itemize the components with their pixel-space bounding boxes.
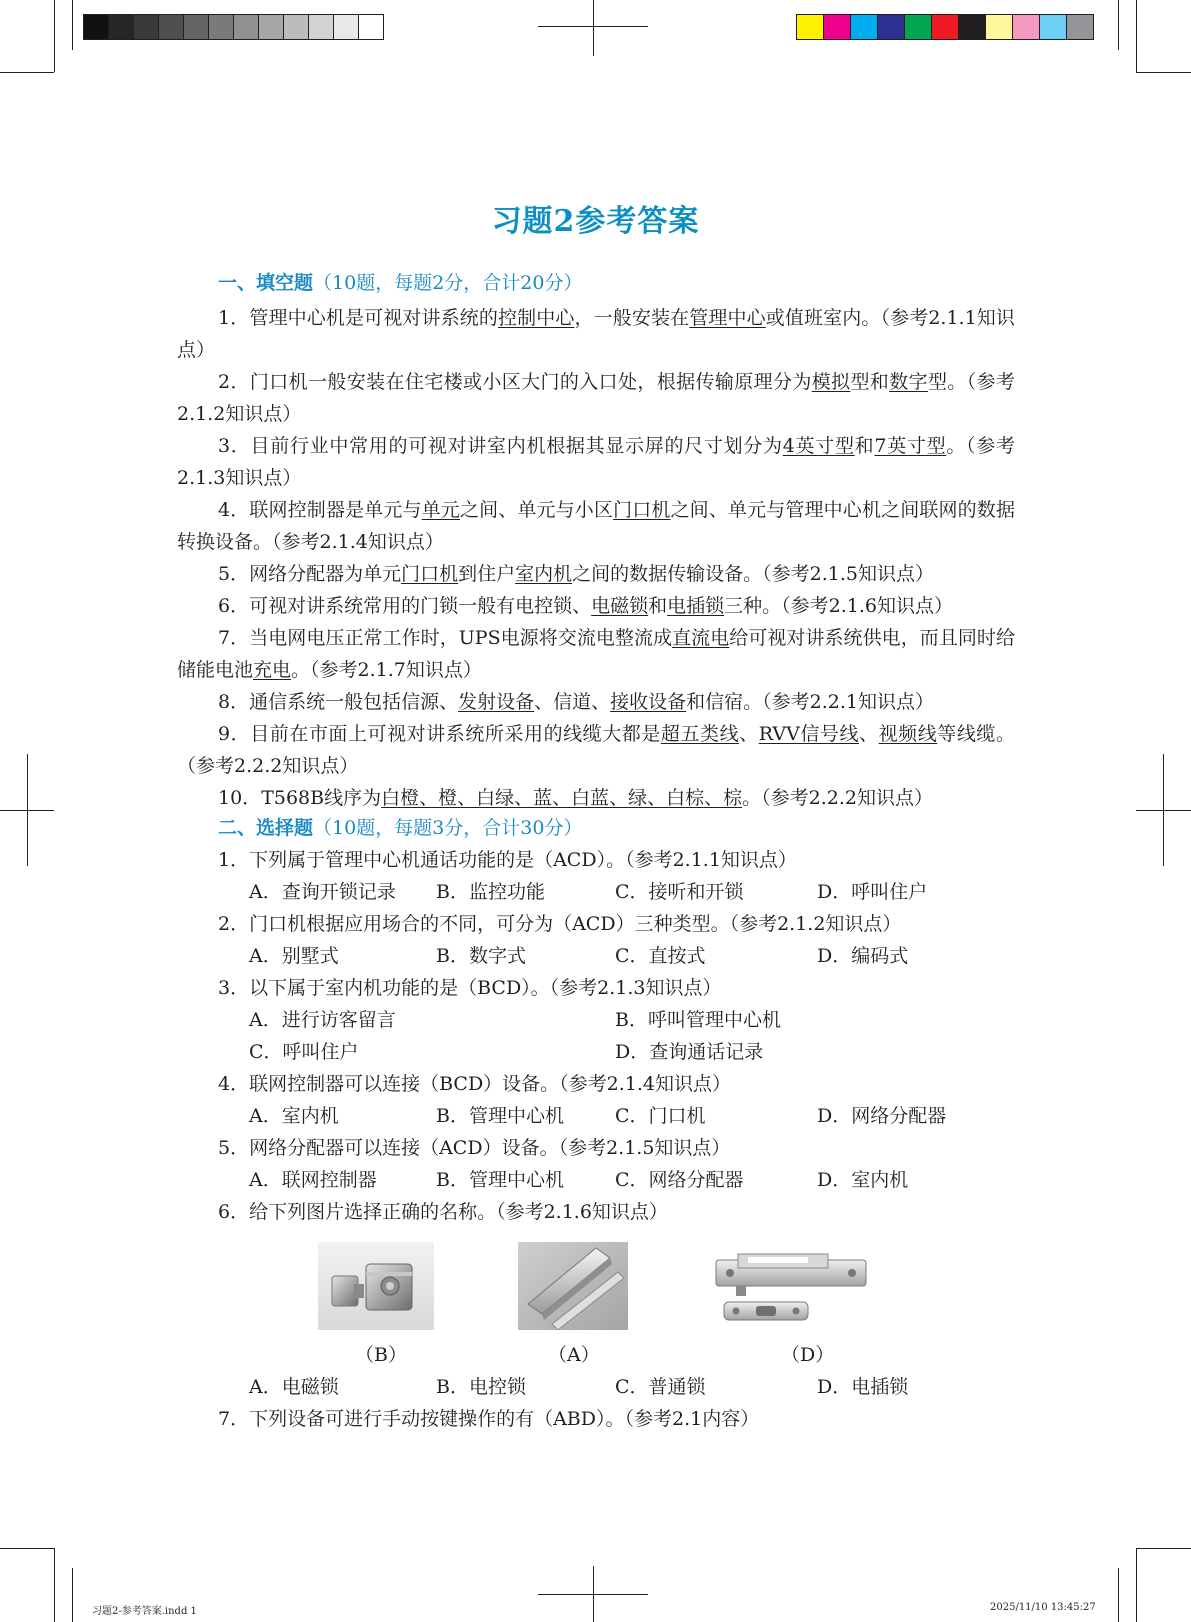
gray-swatch xyxy=(208,14,234,40)
gray-swatch xyxy=(283,14,309,40)
option-b: B．管理中心机 xyxy=(436,1169,564,1191)
question-text: 和 xyxy=(854,435,875,457)
question-text: 之间的数据传输设备。（参考2.1.5知识点） xyxy=(572,563,935,585)
question-text: 当电网电压正常工作时，UPS电源将交流电整流成 xyxy=(249,627,673,649)
section-note: （10题，每题3分，合计30分） xyxy=(313,817,583,839)
gray-swatch xyxy=(358,14,384,40)
option-a: A．电磁锁 xyxy=(249,1376,339,1398)
magnetic-lock-photo xyxy=(518,1242,628,1330)
question-number: 10． xyxy=(218,787,262,809)
answer-blank: 模拟 xyxy=(811,371,851,393)
question-number: 8． xyxy=(218,691,250,713)
choice-question-7: 7．下列设备可进行手动按键操作的有（ABD）。（参考2.1内容） xyxy=(218,1408,760,1430)
gray-swatch xyxy=(158,14,184,40)
section-heading-fill-in xyxy=(218,268,582,295)
question-text: 之间、单元与管理中心机之间联网的数据转换设备。（参考2.1.4知识点） xyxy=(177,499,1015,553)
option-d: D．网络分配器 xyxy=(817,1105,947,1127)
question-text: 门口机一般安装在住宅楼或小区大门的入口处，根据传输原理分为 xyxy=(249,371,812,393)
electric-control-lock-photo xyxy=(318,1242,434,1330)
option-b: B．呼叫管理中心机 xyxy=(615,1009,781,1031)
gray-swatch xyxy=(183,14,209,40)
fill-answer-5 xyxy=(177,558,1015,590)
fill-answer-3 xyxy=(177,430,1015,494)
fill-answer-8 xyxy=(177,686,1015,718)
footer-filename: 习题2-参考答案.indd 1 xyxy=(92,1606,197,1617)
answer-blank: 白橙、橙、白绿、蓝、白蓝、绿、白棕、棕 xyxy=(381,787,743,809)
option-c: C．直按式 xyxy=(615,945,706,967)
question-text: 或值班室内。（参考2.1.1知识点） xyxy=(177,307,1015,361)
option-d: D．查询通话记录 xyxy=(615,1041,764,1063)
option-c: C．普通锁 xyxy=(615,1376,706,1398)
option-a: A．进行访客留言 xyxy=(249,1009,396,1031)
option-b: B．数字式 xyxy=(436,945,526,967)
question-text: 管理中心机是可视对讲系统的 xyxy=(249,307,498,329)
question-text: 。（参考2.1.3知识点） xyxy=(177,435,1015,489)
gray-swatch xyxy=(233,14,259,40)
answer-blank: 直流电 xyxy=(672,627,730,649)
question-number: 7． xyxy=(218,627,250,649)
gray-swatch xyxy=(333,14,359,40)
color-swatch xyxy=(1012,14,1040,40)
color-swatch xyxy=(796,14,824,40)
answer-blank: 管理中心 xyxy=(689,307,766,329)
choice-question-1: 1．下列属于管理中心机通话功能的是（ACD）。（参考2.1.1知识点） xyxy=(218,849,797,871)
question-number: 6． xyxy=(218,595,250,617)
choice-question-6: 6．给下列图片选择正确的名称。（参考2.1.6知识点） xyxy=(218,1201,668,1223)
page-title: 习题2参考答案 xyxy=(491,204,700,239)
color-swatch xyxy=(985,14,1013,40)
question-number: 5． xyxy=(218,563,250,585)
question-text: 通信系统一般包括信源、 xyxy=(249,691,459,713)
option-c: C．网络分配器 xyxy=(615,1169,744,1191)
footer-timestamp: 2025/11/10 13:45:27 xyxy=(990,1602,1096,1613)
option-b: B．管理中心机 xyxy=(436,1105,564,1127)
gray-swatch xyxy=(258,14,284,40)
question-text: 到住户 xyxy=(458,563,516,585)
option-c: C．呼叫住户 xyxy=(249,1041,359,1063)
choice-question-3: 3．以下属于室内机功能的是（BCD）。（参考2.1.3知识点） xyxy=(218,977,722,999)
question-text: 型和 xyxy=(850,371,890,393)
answer-blank: 单元 xyxy=(421,499,460,521)
option-d: D．呼叫住户 xyxy=(817,881,928,903)
question-text: 型。（参考2.1.2知识点） xyxy=(177,371,1015,425)
gray-swatch xyxy=(133,14,159,40)
section-heading-choice xyxy=(218,813,582,840)
answer-blank: 充电 xyxy=(253,659,292,681)
answer-blank: 7英寸型 xyxy=(874,435,947,457)
answer-blank: 接收设备 xyxy=(610,691,687,713)
question-text: 。（参考2.1.7知识点） xyxy=(291,659,482,681)
question-number: 3． xyxy=(218,435,251,457)
question-text: ，一般安装在 xyxy=(574,307,690,329)
question-number: 1． xyxy=(218,307,250,329)
answer-blank: 电插锁 xyxy=(667,595,725,617)
gray-swatch xyxy=(108,14,134,40)
question-text: 、信道、 xyxy=(534,691,611,713)
fill-answer-9 xyxy=(177,718,1015,782)
image-caption: （B） xyxy=(355,1344,407,1366)
fill-answer-2 xyxy=(177,366,1015,430)
question-number: 4． xyxy=(218,499,250,521)
answer-blank: 门口机 xyxy=(401,563,459,585)
fill-answer-4 xyxy=(177,494,1015,558)
answer-blank: 室内机 xyxy=(515,563,573,585)
color-swatch xyxy=(850,14,878,40)
answer-blank: 电磁锁 xyxy=(591,595,649,617)
section-note: （10题，每题2分，合计20分） xyxy=(313,272,583,294)
option-c: C．接听和开锁 xyxy=(615,881,744,903)
section-title: 一、填空题 xyxy=(218,272,314,294)
color-swatch xyxy=(877,14,905,40)
fill-answer-1 xyxy=(177,302,1015,366)
option-b: B．监控功能 xyxy=(436,881,545,903)
option-c: C．门口机 xyxy=(615,1105,706,1127)
question-text: 联网控制器是单元与 xyxy=(249,499,422,521)
gray-swatch xyxy=(308,14,334,40)
question-number: 9． xyxy=(218,723,251,745)
question-text: 。（参考2.2.2知识点） xyxy=(742,787,933,809)
color-swatch xyxy=(904,14,932,40)
color-swatch xyxy=(823,14,851,40)
answer-blank: 控制中心 xyxy=(497,307,575,329)
question-text: 、 xyxy=(739,723,759,745)
question-text: 和 xyxy=(648,595,668,617)
question-text: 网络分配器为单元 xyxy=(249,563,402,585)
question-number: 2． xyxy=(218,371,250,393)
answer-blank: RVV信号线 xyxy=(758,723,860,745)
answer-blank: 视频线 xyxy=(878,723,938,745)
fill-answer-10 xyxy=(177,782,1015,814)
color-swatch xyxy=(931,14,959,40)
section-title: 二、选择题 xyxy=(218,817,314,839)
option-b: B．电控锁 xyxy=(436,1376,526,1398)
electric-bolt-lock-photo xyxy=(708,1242,874,1330)
gray-swatch xyxy=(83,14,109,40)
question-text: 等线缆。（参考2.2.2知识点） xyxy=(177,723,1015,777)
answer-blank: 4英寸型 xyxy=(782,435,855,457)
answer-blank: 门口机 xyxy=(613,499,671,521)
question-text: 和信宿。（参考2.2.1知识点） xyxy=(686,691,935,713)
question-text: 目前行业中常用的可视对讲室内机根据其显示屏的尺寸划分为 xyxy=(250,435,783,457)
choice-question-5: 5．网络分配器可以连接（ACD）设备。（参考2.1.5知识点） xyxy=(218,1137,731,1159)
question-text: 给可视对讲系统供电，而且同时给储能电池 xyxy=(177,627,1015,681)
fill-answer-6 xyxy=(177,590,1015,622)
question-text: T568B线序为 xyxy=(261,787,382,809)
question-text: 三种。（参考2.1.6知识点） xyxy=(724,595,954,617)
color-swatch xyxy=(1039,14,1067,40)
option-d: D．室内机 xyxy=(817,1169,909,1191)
color-swatch xyxy=(958,14,986,40)
answer-blank: 发射设备 xyxy=(458,691,535,713)
choice-question-4: 4．联网控制器可以连接（BCD）设备。（参考2.1.4知识点） xyxy=(218,1073,732,1095)
image-caption: （A） xyxy=(548,1344,600,1366)
question-text: 目前在市面上可视对讲系统所采用的线缆大都是 xyxy=(250,723,661,745)
choice-question-2: 2．门口机根据应用场合的不同，可分为（ACD）三种类型。（参考2.1.2知识点） xyxy=(218,913,902,935)
color-swatch xyxy=(1066,14,1094,40)
option-a: A．查询开锁记录 xyxy=(249,881,396,903)
option-a: A．联网控制器 xyxy=(249,1169,377,1191)
option-d: D．编码式 xyxy=(817,945,909,967)
option-a: A．室内机 xyxy=(249,1105,339,1127)
question-text: 可视对讲系统常用的门锁一般有电控锁、 xyxy=(249,595,592,617)
option-a: A．别墅式 xyxy=(249,945,339,967)
fill-answer-7 xyxy=(177,622,1015,686)
image-caption: （D） xyxy=(781,1344,835,1366)
answer-blank: 数字 xyxy=(889,371,928,393)
question-text: 、 xyxy=(859,723,879,745)
answer-blank: 超五类线 xyxy=(660,723,740,745)
question-text: 之间、单元与小区 xyxy=(459,499,614,521)
option-d: D．电插锁 xyxy=(817,1376,909,1398)
